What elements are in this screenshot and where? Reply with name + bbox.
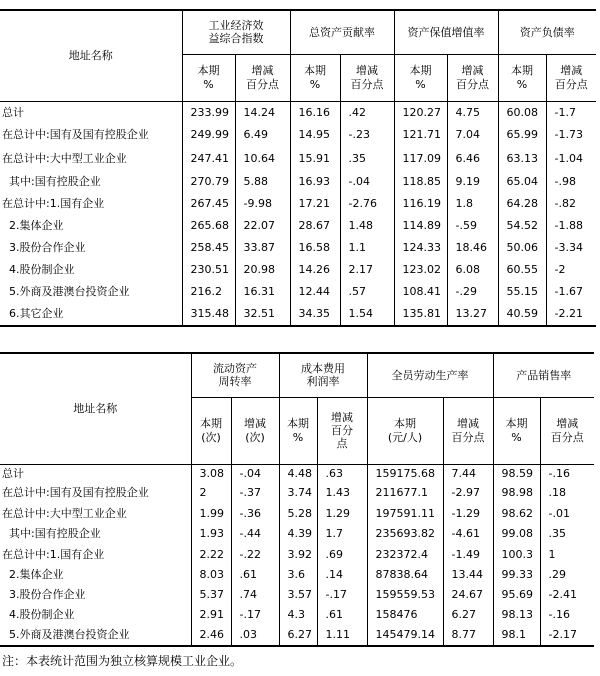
table-cell: 98.13 xyxy=(493,605,540,625)
subheader-current: 本期 % xyxy=(279,397,317,464)
table-cell: 16.16 xyxy=(290,101,340,124)
table-cell: 8.77 xyxy=(443,625,493,646)
table-cell: -1.73 xyxy=(546,124,596,146)
table-cell: 270.79 xyxy=(182,171,235,193)
subheader-current: 本期 (元/人) xyxy=(367,397,443,464)
table-cell: 14.95 xyxy=(290,124,340,146)
table-cell: -.44 xyxy=(231,524,279,544)
table-cell: 22.07 xyxy=(235,215,290,237)
table-cell: .35 xyxy=(540,524,594,544)
table-cell: 135.81 xyxy=(394,303,447,326)
table-cell: -.16 xyxy=(540,464,594,483)
subheader-current: 本期 % xyxy=(394,54,447,101)
table-cell: 24.67 xyxy=(443,585,493,605)
table-row xyxy=(0,101,596,124)
table-cell: 230.51 xyxy=(182,259,235,281)
row-label: 在总计中:大中型工业企业 xyxy=(2,506,127,520)
table-cell: 14.24 xyxy=(235,101,290,124)
table-cell: -.22 xyxy=(231,544,279,565)
table-cell: 10.64 xyxy=(235,146,290,171)
table-cell: 159559.53 xyxy=(367,585,443,605)
table-cell: -.98 xyxy=(546,171,596,193)
row-label: 5.外商及港澳台投资企业 xyxy=(2,285,130,299)
group-header: 资产负债率 xyxy=(498,10,596,54)
subheader-current: 本期 % xyxy=(182,54,235,101)
table-cell: 216.2 xyxy=(182,281,235,303)
table-cell: 15.91 xyxy=(290,146,340,171)
subheader-change: 增减 (次) xyxy=(231,397,279,464)
row-label: 4.股份制企业 xyxy=(2,263,75,277)
table-row xyxy=(0,565,594,585)
table-cell: 3.57 xyxy=(279,585,317,605)
table-cell: -9.98 xyxy=(235,193,290,215)
table-cell: 5.37 xyxy=(191,585,231,605)
table-cell: 99.08 xyxy=(493,524,540,544)
table-cell: -1.7 xyxy=(546,101,596,124)
table-cell: 1.43 xyxy=(317,483,367,503)
subheader-change: 增减 百分点 xyxy=(546,54,596,101)
subheader-change: 增减 百分点 xyxy=(443,397,493,464)
table-cell: 4.39 xyxy=(279,524,317,544)
table-cell: 20.98 xyxy=(235,259,290,281)
table-cell: 121.71 xyxy=(394,124,447,146)
table-cell: 64.28 xyxy=(498,193,546,215)
subheader-current: 本期 (次) xyxy=(191,397,231,464)
table-cell: 98.59 xyxy=(493,464,540,483)
table-cell: 8.03 xyxy=(191,565,231,585)
row-label: 6.其它企业 xyxy=(0,303,182,326)
table-cell: -1.67 xyxy=(546,281,596,303)
table-row xyxy=(0,503,594,524)
table-cell: .03 xyxy=(231,625,279,646)
table-cell: 100.3 xyxy=(493,544,540,565)
table-cell: -.17 xyxy=(317,585,367,605)
table-row xyxy=(0,544,594,565)
table-cell: 247.41 xyxy=(182,146,235,171)
row-label: 在总计中:国有及国有控股企业 xyxy=(2,128,149,142)
table-cell: 54.52 xyxy=(498,215,546,237)
table-cell: 1.48 xyxy=(340,215,394,237)
row-label: 总计 xyxy=(2,467,24,481)
table-cell: 1.99 xyxy=(191,503,231,524)
table-cell: -1.49 xyxy=(443,544,493,565)
subheader-change: 增减 百分点 xyxy=(540,397,594,464)
table-cell: -2 xyxy=(546,259,596,281)
table-cell: 7.44 xyxy=(443,464,493,483)
table-cell: 1.93 xyxy=(191,524,231,544)
row-label: 5.外商及港澳台投资企业 xyxy=(0,625,191,646)
table-cell: 3.6 xyxy=(279,565,317,585)
subheader-change: 增减 百分点 xyxy=(340,54,394,101)
table-cell: 12.44 xyxy=(290,281,340,303)
table-cell: 197591.11 xyxy=(367,503,443,524)
table-cell: 123.02 xyxy=(394,259,447,281)
row-label: 2.集体企业 xyxy=(2,219,64,233)
table-cell: -.59 xyxy=(447,215,498,237)
table-cell: -.17 xyxy=(231,605,279,625)
table-cell: 1 xyxy=(540,544,594,565)
table-cell: 2.91 xyxy=(191,605,231,625)
group-header: 成本费用 利润率 xyxy=(279,353,367,397)
table-cell: -.82 xyxy=(546,193,596,215)
table-cell: .35 xyxy=(340,146,394,171)
table-cell: 33.87 xyxy=(235,237,290,259)
table-cell: 1.1 xyxy=(340,237,394,259)
subheader-current: 本期 % xyxy=(290,54,340,101)
table-cell: 87838.64 xyxy=(367,565,443,585)
table-cell: -3.34 xyxy=(546,237,596,259)
table-cell: 18.46 xyxy=(447,237,498,259)
table-cell: 5.28 xyxy=(279,503,317,524)
table-cell: 28.67 xyxy=(290,215,340,237)
table-row xyxy=(0,605,594,625)
table-cell: 118.85 xyxy=(394,171,447,193)
table-cell: 55.15 xyxy=(498,281,546,303)
table-cell: 17.21 xyxy=(290,193,340,215)
table-cell: 99.33 xyxy=(493,565,540,585)
table-cell: 95.69 xyxy=(493,585,540,605)
table-cell: 9.19 xyxy=(447,171,498,193)
table-row xyxy=(0,193,596,215)
row-label: 2.集体企业 xyxy=(2,568,64,582)
group-header: 工业经济效 益综合指数 xyxy=(182,10,290,54)
table-cell: 1.7 xyxy=(317,524,367,544)
table-cell: 5.88 xyxy=(235,171,290,193)
table-cell: 63.13 xyxy=(498,146,546,171)
table-cell: 13.44 xyxy=(443,565,493,585)
table-cell: .63 xyxy=(317,464,367,483)
table-cell: 265.68 xyxy=(182,215,235,237)
table-cell: -4.61 xyxy=(443,524,493,544)
table-cell: 16.31 xyxy=(235,281,290,303)
table-cell: -2.76 xyxy=(340,193,394,215)
column-header-name: 地址名称 xyxy=(0,10,182,101)
table-cell: 267.45 xyxy=(182,193,235,215)
table-cell: 2 xyxy=(191,483,231,503)
row-label: 在总计中:1.国有企业 xyxy=(2,547,105,561)
table-cell: 4.3 xyxy=(279,605,317,625)
table-cell: -.23 xyxy=(340,124,394,146)
table-cell: -.29 xyxy=(447,281,498,303)
subheader-current: 本期 % xyxy=(498,54,546,101)
subheader-current: 本期 % xyxy=(493,397,540,464)
table-row xyxy=(0,585,594,605)
table-cell: -.36 xyxy=(231,503,279,524)
table-cell: -1.04 xyxy=(546,146,596,171)
table-cell: .14 xyxy=(317,565,367,585)
table-cell: 4.75 xyxy=(447,101,498,124)
table-cell: 50.06 xyxy=(498,237,546,259)
table-cell: 116.19 xyxy=(394,193,447,215)
table-row xyxy=(0,625,594,646)
table-row xyxy=(0,146,596,171)
table-cell: -1.29 xyxy=(443,503,493,524)
table-cell: 60.08 xyxy=(498,101,546,124)
table-cell: 1.8 xyxy=(447,193,498,215)
subheader-change: 增减 百分 点 xyxy=(317,397,367,464)
row-label: 在总计中:1.国有企业 xyxy=(2,197,105,211)
table-cell: 14.26 xyxy=(290,259,340,281)
group-header: 流动资产 周转率 xyxy=(191,353,279,397)
table-cell: 6.27 xyxy=(443,605,493,625)
group-header: 总资产贡献率 xyxy=(290,10,394,54)
table-cell: 2.17 xyxy=(340,259,394,281)
table-cell: 2.46 xyxy=(191,625,231,646)
table-cell: .18 xyxy=(540,483,594,503)
table-cell: 2.22 xyxy=(191,544,231,565)
table-cell: 232372.4 xyxy=(367,544,443,565)
table-cell: -2.41 xyxy=(540,585,594,605)
table-cell: 60.55 xyxy=(498,259,546,281)
table-cell: 315.48 xyxy=(182,303,235,326)
table-cell: 258.45 xyxy=(182,237,235,259)
table-row xyxy=(0,124,596,146)
table-cell: 16.58 xyxy=(290,237,340,259)
row-label: 其中:国有控股企业 xyxy=(2,175,101,189)
table-cell: 98.62 xyxy=(493,503,540,524)
table-cell: 145479.14 xyxy=(367,625,443,646)
table-cell: 65.04 xyxy=(498,171,546,193)
table-cell: -.01 xyxy=(540,503,594,524)
subheader-change: 增减 百分点 xyxy=(447,54,498,101)
table-cell: 233.99 xyxy=(182,101,235,124)
table-cell: 114.89 xyxy=(394,215,447,237)
row-label: 4.股份制企业 xyxy=(2,608,75,622)
table-cell: 6.08 xyxy=(447,259,498,281)
table-cell: .57 xyxy=(340,281,394,303)
group-header: 全员劳动生产率 xyxy=(367,353,493,397)
table-row xyxy=(0,464,594,483)
row-label: 总计 xyxy=(2,106,24,120)
table-cell: 98.1 xyxy=(493,625,540,646)
row-label: 其中:国有控股企业 xyxy=(2,527,101,541)
table-cell: 7.04 xyxy=(447,124,498,146)
table-row xyxy=(0,483,594,503)
table-row xyxy=(0,281,596,303)
table-cell: 124.33 xyxy=(394,237,447,259)
table-cell: .42 xyxy=(340,101,394,124)
table-row xyxy=(0,237,596,259)
table-cell: .69 xyxy=(317,544,367,565)
table-cell: 4.48 xyxy=(279,464,317,483)
table-economic-indicators-1 xyxy=(0,9,596,327)
table-cell: -.04 xyxy=(340,171,394,193)
subheader-change: 增减 百分点 xyxy=(235,54,290,101)
table-cell: 34.35 xyxy=(290,303,340,326)
table-cell: -.04 xyxy=(231,464,279,483)
table-row xyxy=(0,171,596,193)
table-row xyxy=(0,215,596,237)
table-cell: 1.11 xyxy=(317,625,367,646)
table-cell: 1.29 xyxy=(317,503,367,524)
table-cell: -1.88 xyxy=(546,215,596,237)
row-label: 3.股份合作企业 xyxy=(2,241,86,255)
table-cell: 249.99 xyxy=(182,124,235,146)
table-cell: 65.99 xyxy=(498,124,546,146)
table-cell: 3.08 xyxy=(191,464,231,483)
table-cell: .74 xyxy=(231,585,279,605)
table-cell: -2.97 xyxy=(443,483,493,503)
table-cell: 3.74 xyxy=(279,483,317,503)
table-cell: 1.54 xyxy=(340,303,394,326)
table-cell: .61 xyxy=(231,565,279,585)
table-cell: 32.51 xyxy=(235,303,290,326)
table-cell: 6.46 xyxy=(447,146,498,171)
group-header: 资产保值增值率 xyxy=(394,10,498,54)
table-cell: -.16 xyxy=(540,605,594,625)
table-cell: 159175.68 xyxy=(367,464,443,483)
row-label: 在总计中:国有及国有控股企业 xyxy=(2,486,149,500)
table-cell: 16.93 xyxy=(290,171,340,193)
table-cell: 211677.1 xyxy=(367,483,443,503)
table-cell: 158476 xyxy=(367,605,443,625)
table-cell: -2.21 xyxy=(546,303,596,326)
table-cell: -.37 xyxy=(231,483,279,503)
table-row xyxy=(0,524,594,544)
group-header: 产品销售率 xyxy=(493,353,594,397)
table-cell: 108.41 xyxy=(394,281,447,303)
column-header-name: 地址名称 xyxy=(0,353,191,464)
table-economic-indicators-2 xyxy=(0,352,594,647)
table-cell: .61 xyxy=(317,605,367,625)
table-row xyxy=(0,303,596,326)
table-cell: 235693.82 xyxy=(367,524,443,544)
table-cell: 3.92 xyxy=(279,544,317,565)
table-cell: 6.49 xyxy=(235,124,290,146)
table-row xyxy=(0,259,596,281)
table-cell: 120.27 xyxy=(394,101,447,124)
table-cell: -2.17 xyxy=(540,625,594,646)
footnote: 注：本表统计范围为独立核算规模工业企业。 xyxy=(2,654,243,668)
row-label: 3.股份合作企业 xyxy=(2,588,86,602)
table-cell: 13.27 xyxy=(447,303,498,326)
row-label: 在总计中:大中型工业企业 xyxy=(2,151,127,165)
table-cell: 117.09 xyxy=(394,146,447,171)
table-cell: 40.59 xyxy=(498,303,546,326)
table-cell: 6.27 xyxy=(279,625,317,646)
table-cell: .29 xyxy=(540,565,594,585)
table-cell: 98.98 xyxy=(493,483,540,503)
